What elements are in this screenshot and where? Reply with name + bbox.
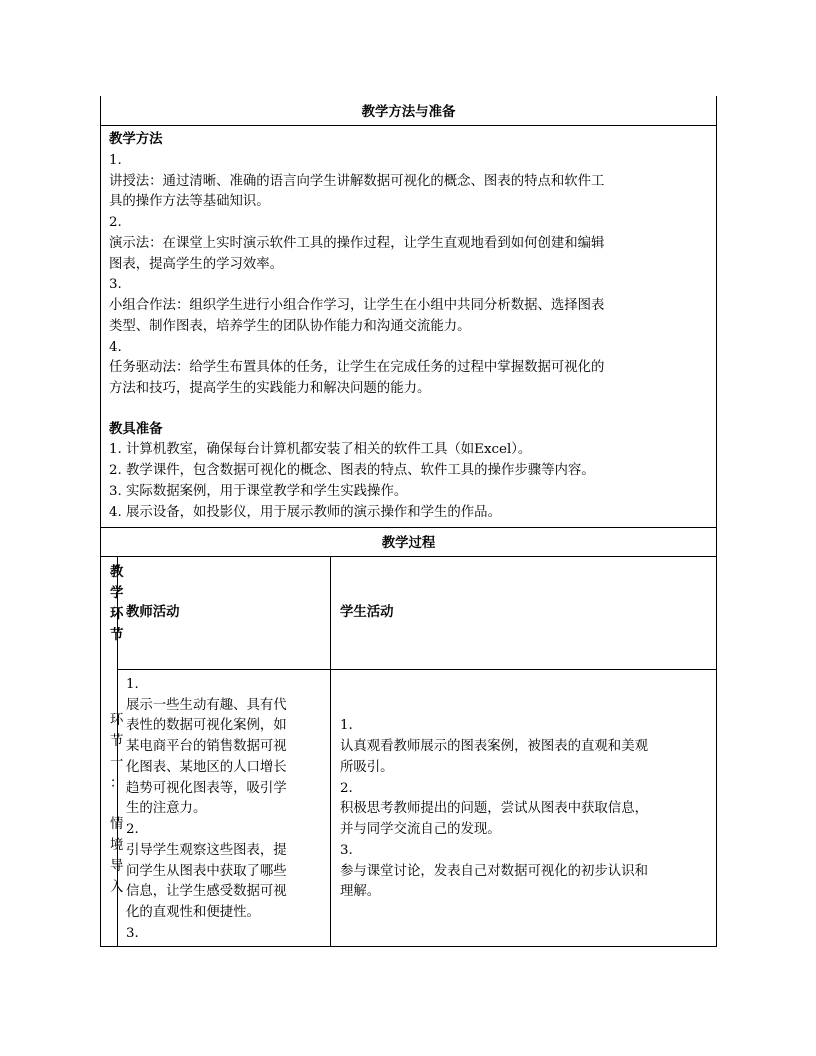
section-title-process: 教学过程 bbox=[381, 535, 436, 551]
teacher-line: 2. bbox=[126, 822, 139, 837]
section2-title-divider bbox=[100, 556, 717, 557]
teacher-line: 信息，让学生感受数据可视 bbox=[126, 884, 287, 899]
process-header-divider bbox=[117, 669, 717, 670]
method-line: 讲授法：通过清晰、准确的语言向学生讲解数据可视化的概念、图表的特点和软件工 bbox=[109, 174, 605, 189]
phase-char: 情 bbox=[110, 817, 124, 832]
phase-char: ： bbox=[110, 776, 124, 791]
method-number: 3. bbox=[109, 277, 122, 292]
student-line: 1. bbox=[340, 718, 353, 733]
method-number: 4. bbox=[109, 340, 122, 355]
section-title-methods: 教学方法与准备 bbox=[361, 104, 456, 120]
phase-char: 节 bbox=[110, 734, 124, 749]
teacher-line: 1. bbox=[126, 677, 139, 692]
teacher-line: 生的注意力。 bbox=[126, 801, 207, 816]
phase-header-char: 教 bbox=[110, 564, 124, 580]
teacher-line: 表性的数据可视化案例，如 bbox=[126, 718, 287, 733]
student-line: 3. bbox=[340, 843, 353, 858]
tool-item: 1. 计算机教室，确保每台计算机都安装了相关的软件工具（如Excel）。 bbox=[109, 442, 532, 457]
phase-cell bbox=[101, 670, 124, 946]
phase-header-char: 学 bbox=[110, 585, 124, 601]
phase-header-cell bbox=[101, 557, 124, 669]
method-line: 方法和技巧，提高学生的实践能力和解决问题的能力。 bbox=[109, 381, 431, 396]
student-line: 并与同学交流自己的发现。 bbox=[340, 822, 501, 837]
teacher-line: 引导学生观察这些图表，提 bbox=[126, 843, 287, 858]
teacher-line: 3. bbox=[126, 926, 139, 941]
phase-char: 一 bbox=[110, 755, 124, 770]
method-line: 任务驱动法：给学生布置具体的任务，让学生在完成任务的过程中掌握数据可视化的 bbox=[109, 360, 605, 375]
col-header-student: 学生活动 bbox=[340, 604, 394, 620]
table-border-right bbox=[716, 96, 717, 947]
teacher-line: 趋势可视化图表等，吸引学 bbox=[126, 781, 287, 796]
tools-heading: 教具准备 bbox=[109, 421, 163, 437]
student-line: 所吸引。 bbox=[340, 760, 394, 775]
tool-item: 2. 教学课件，包含数据可视化的概念、图表的特点、软件工具的操作步骤等内容。 bbox=[109, 463, 595, 478]
phase-char: 环 bbox=[110, 713, 124, 728]
student-line: 2. bbox=[340, 781, 353, 796]
method-line: 具的操作方法等基础知识。 bbox=[109, 194, 270, 209]
teacher-line: 问学生从图表中获取了哪些 bbox=[126, 864, 287, 879]
method-number: 2. bbox=[109, 215, 122, 230]
teacher-line: 某电商平台的销售数据可视 bbox=[126, 739, 287, 754]
student-line: 理解。 bbox=[340, 884, 381, 899]
col-divider-teacher bbox=[330, 556, 331, 947]
phase-header-char: 环 bbox=[110, 606, 124, 622]
phase-header-char: 节 bbox=[110, 627, 124, 643]
tool-item: 4. 展示设备，如投影仪，用于展示教师的演示操作和学生的作品。 bbox=[109, 505, 501, 520]
method-line: 类型、制作图表，培养学生的团队协作能力和沟通交流能力。 bbox=[109, 319, 471, 334]
methods-heading: 教学方法 bbox=[109, 131, 163, 147]
phase-char: 境 bbox=[110, 838, 124, 853]
col-header-teacher: 教师活动 bbox=[126, 604, 180, 620]
student-line: 积极思考教师提出的问题，尝试从图表中获取信息， bbox=[340, 801, 648, 816]
teacher-line: 化图表、某地区的人口增长 bbox=[126, 760, 287, 775]
method-number: 1. bbox=[109, 153, 122, 168]
method-line: 小组合作法：组织学生进行小组合作学习，让学生在小组中共同分析数据、选择图表 bbox=[109, 298, 605, 313]
table-bottom bbox=[100, 946, 717, 947]
student-line: 认真观看教师展示的图表案例，被图表的直观和美观 bbox=[340, 739, 648, 754]
phase-char: 入 bbox=[110, 880, 124, 895]
method-line: 图表，提高学生的学习效率。 bbox=[109, 257, 284, 272]
header-divider bbox=[100, 125, 717, 126]
teacher-line: 化的直观性和便捷性。 bbox=[126, 905, 260, 920]
student-line: 参与课堂讨论，发表自己对数据可视化的初步认识和 bbox=[340, 864, 648, 879]
method-line: 演示法：在课堂上实时演示软件工具的操作过程，让学生直观地看到如何创建和编辑 bbox=[109, 236, 605, 251]
phase-char: 导 bbox=[110, 859, 124, 874]
tool-item: 3. 实际数据案例，用于课堂教学和学生实践操作。 bbox=[109, 484, 408, 499]
teacher-line: 展示一些生动有趣、具有代 bbox=[126, 698, 287, 713]
section2-top-divider bbox=[100, 527, 717, 528]
